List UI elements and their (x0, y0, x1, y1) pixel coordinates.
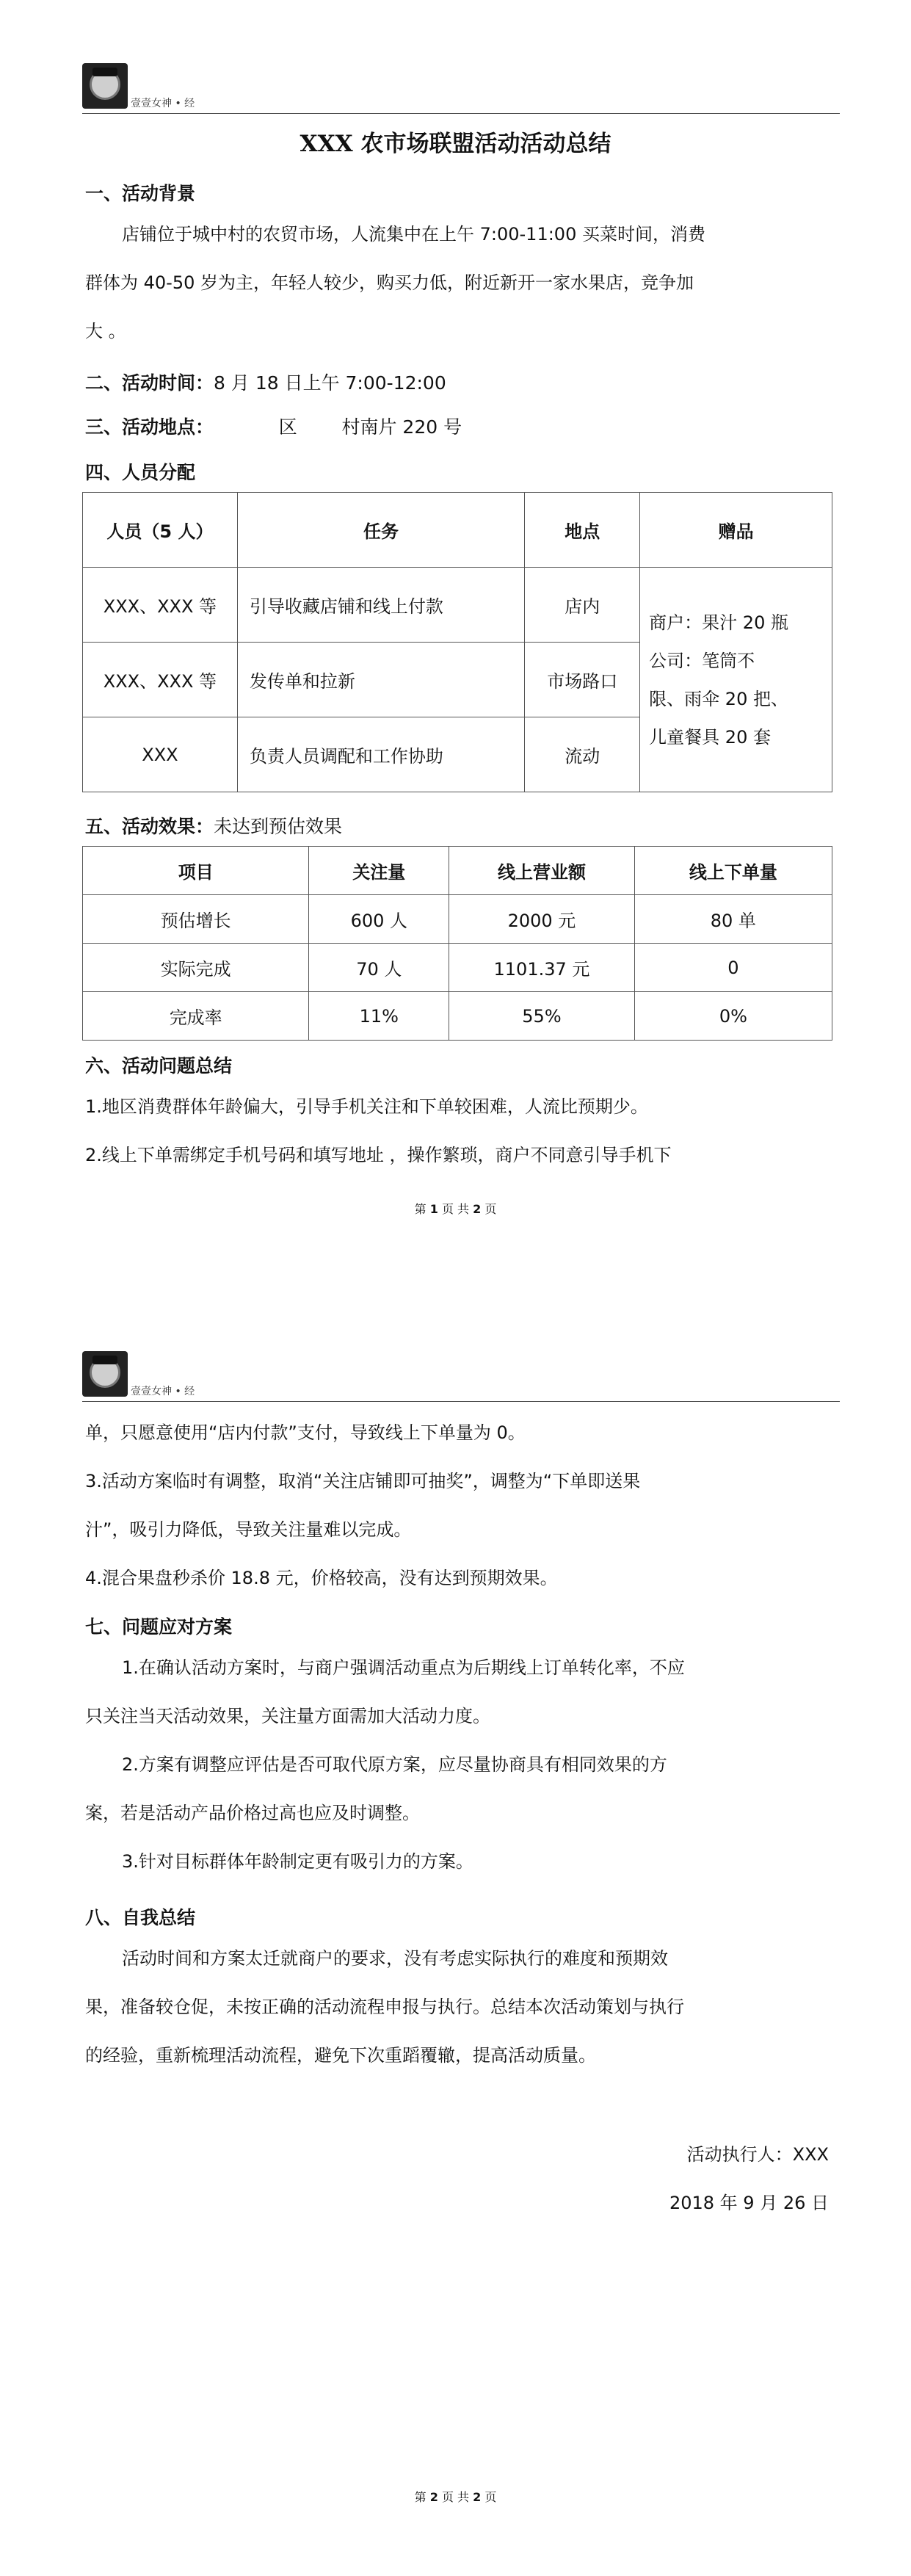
solutions-paragraph (85, 1643, 827, 1886)
page-header (82, 63, 840, 116)
document-title: XXX 农市场联盟活动活动总结 (300, 131, 611, 157)
background-paragraph (85, 210, 827, 355)
table-header-cell: 线上营业额 (449, 847, 635, 895)
activity-location: 三、活动地点： 区 村南片 220 号 (85, 416, 462, 438)
location-district: 区 (278, 416, 297, 438)
staff-place: 市场路口 (525, 643, 640, 717)
solution-line: 案，若是活动产品价格过高也应及时调整。 (85, 1803, 420, 1823)
problem-line: 2.线上下单需绑定手机号码和填写地址 ，操作繁琐，商户不同意引导手机下 (85, 1145, 672, 1165)
summary-paragraph (85, 1934, 827, 2080)
activity-effect: 五、活动效果：未达到预估效果 (85, 816, 343, 837)
table-header-row (83, 847, 832, 895)
table-row: 完成率 11% 55% 0% (83, 992, 832, 1041)
staff-task: 引导收藏店铺和线上付款 (237, 568, 524, 643)
staff-place: 店内 (525, 568, 640, 643)
problem-line: 单，只愿意使用“店内付款”支付，导致线上下单量为 0。 (85, 1422, 526, 1443)
logo-icon (82, 1351, 128, 1397)
summary-line: 活动时间和方案太迁就商户的要求，没有考虑实际执行的难度和预期效 (122, 1948, 668, 1969)
page-2 (0, 1288, 911, 2576)
background-line: 店铺位于城中村的农贸市场，人流集中在上午 7:00-11:00 买菜时间，消费 (122, 224, 705, 245)
page-footer: 第 1 页 共 2 页 (414, 1202, 497, 1216)
problem-line: 1.地区消费群体年龄偏大，引导手机关注和下单较困难，人流比预期少。 (85, 1096, 648, 1117)
problem-line: 3.活动方案临时有调整，取消“关注店铺即可抽奖”，调整为“下单即送果 (85, 1471, 641, 1491)
staff-place: 流动 (525, 717, 640, 792)
activity-time: 二、活动时间：8 月 18 日上午 7:00-12:00 (85, 372, 446, 394)
brand-text: 壹壹女神 • 经 (131, 1386, 195, 1397)
staff-task: 发传单和拉新 (237, 643, 524, 717)
section-heading-staff: 四、人员分配 (85, 462, 196, 483)
staff-people: XXX (83, 717, 238, 792)
summary-line: 果，准备较仓促，未按正确的活动流程申报与执行。总结本次活动策划与执行 (85, 1997, 684, 2017)
problems-paragraph (85, 1082, 827, 1179)
staff-people: XXX、XXX 等 (83, 568, 238, 643)
table-header-cell: 关注量 (309, 847, 449, 895)
section-heading-problems: 六、活动问题总结 (85, 1055, 233, 1077)
logo-icon (82, 63, 128, 109)
header-divider (82, 1401, 840, 1402)
table-header-row (83, 493, 832, 568)
solution-line: 2.方案有调整应评估是否可取代原方案，应尽量协商具有相同效果的方 (122, 1754, 667, 1775)
problem-line: 汁”，吸引力降低，导致关注量难以完成。 (85, 1519, 412, 1540)
table-header-cell: 线上下单量 (634, 847, 832, 895)
document-date: 2018 年 9 月 26 日 (669, 2193, 829, 2213)
activity-time-value: 8 月 18 日上午 7:00-12:00 (214, 372, 446, 394)
background-line: 群体为 40-50 岁为主，年轻人较少，购买力低，附近新开一家水果店，竞争加 (85, 272, 694, 293)
executor-signature: 活动执行人：XXX (686, 2144, 829, 2165)
gift-cell: 商户：果汁 20 瓶 公司：笔筒不 限、雨伞 20 把、 儿童餐具 20 套 (640, 568, 832, 792)
problems-paragraph-continued (85, 1408, 827, 1602)
table-header-cell: 赠品 (640, 493, 832, 568)
brand-text: 壹壹女神 • 经 (131, 98, 195, 109)
table-header-cell: 项目 (83, 847, 309, 895)
activity-effect-value: 未达到预估效果 (214, 816, 343, 837)
summary-line: 的经验，重新梳理活动流程，避免下次重蹈覆辙，提高活动质量。 (85, 2045, 596, 2066)
section-heading-solutions: 七、问题应对方案 (85, 1616, 233, 1638)
solution-line: 只关注当天活动效果，关注量方面需加大活动力度。 (85, 1706, 490, 1726)
section-heading-summary: 八、自我总结 (85, 1907, 196, 1928)
staff-people: XXX、XXX 等 (83, 643, 238, 717)
problem-line: 4.混合果盘秒杀价 18.8 元，价格较高，没有达到预期效果。 (85, 1568, 558, 1588)
background-line: 大 。 (85, 321, 126, 341)
table-header-cell: 人员（5 人） (83, 493, 238, 568)
table-row: 预估增长 600 人 2000 元 80 单 (83, 895, 832, 944)
solution-line: 3.针对目标群体年龄制定更有吸引力的方案。 (122, 1851, 473, 1872)
solution-line: 1.在确认活动方案时，与商户强调活动重点为后期线上订单转化率，不应 (122, 1657, 685, 1678)
staff-table (82, 492, 832, 792)
effect-table (82, 846, 832, 1041)
page-footer: 第 2 页 共 2 页 (414, 2490, 497, 2504)
table-row (83, 568, 832, 643)
staff-task: 负责人员调配和工作协助 (237, 717, 524, 792)
page-header (82, 1351, 840, 1404)
table-header-cell: 地点 (525, 493, 640, 568)
table-row: 实际完成 70 人 1101.37 元 0 (83, 944, 832, 992)
header-divider (82, 113, 840, 114)
location-village: 村南片 220 号 (341, 416, 462, 438)
table-header-cell: 任务 (237, 493, 524, 568)
section-heading-background: 一、活动背景 (85, 183, 196, 204)
